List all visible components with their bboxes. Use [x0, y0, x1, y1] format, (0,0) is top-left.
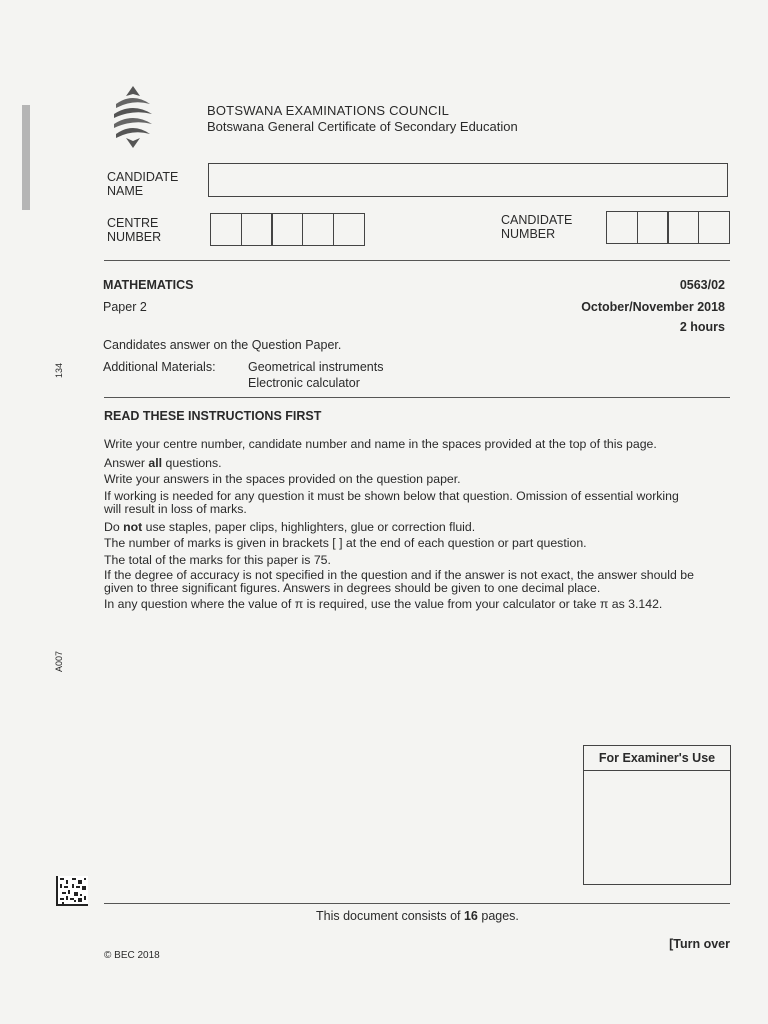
instruction-line: The total of the marks for this paper is 75.: [104, 552, 331, 567]
instruction-line: Write your answers in the spaces provided on the question paper.: [104, 472, 461, 487]
instruction-text: will result in loss of marks.: [104, 502, 247, 517]
instruction-line: In any question where the value of π is required, use the value from your calculator or take π as 3.142.: [104, 596, 663, 611]
candidate-number-cell[interactable]: [698, 211, 730, 244]
candidate-number-cell[interactable]: [667, 211, 699, 244]
instruction-line: The number of marks is given in brackets [ ] at the end of each question or part question.: [104, 536, 587, 551]
candidate-number-cell[interactable]: [637, 211, 669, 244]
centre-number-cell[interactable]: [333, 213, 365, 246]
side-mark-bottom: A007: [54, 650, 64, 672]
examiners-use-box: [583, 745, 731, 885]
candidate-name-label: [107, 170, 178, 198]
instruction-text: Do: [104, 519, 124, 534]
centre-number-label-line2: NUMBER: [107, 230, 162, 244]
paper-code: 0563/02: [679, 278, 725, 292]
council-name: BOTSWANA EXAMINATIONS COUNCIL: [207, 103, 449, 118]
certificate-name: Botswana General Certificate of Secondary Education: [207, 119, 518, 134]
candidate-number-cell[interactable]: [606, 211, 638, 244]
instruction-line: Write your centre number, candidate number and name in the spaces provided at the top of this page.: [104, 437, 657, 451]
page-count-text: pages.: [477, 909, 519, 923]
scan-edge-shadow: [22, 105, 30, 210]
page-count-number: 16: [463, 909, 478, 923]
instructions-heading: READ THESE INSTRUCTIONS FIRST: [104, 409, 322, 423]
material-item: Geometrical instruments: [248, 360, 384, 374]
instruction-text: questions.: [162, 455, 222, 470]
candidate-number-label-line1: CANDIDATE: [501, 213, 573, 227]
paper-number: Paper 2: [103, 300, 147, 314]
turn-over: [Turn over: [669, 937, 730, 951]
exam-duration: 2 hours: [679, 320, 725, 334]
centre-number-cell[interactable]: [302, 213, 334, 246]
instruction-text: given to three significant figures. Answers in degrees should be given to one decimal place.: [104, 581, 601, 596]
candidate-name-label-line2: NAME: [107, 184, 144, 198]
centre-number-label-line1: CENTRE: [107, 216, 159, 230]
materials-list: [248, 359, 383, 391]
instruction-text: Answer: [104, 455, 149, 470]
instruction-text: use staples, paper clips, highlighters, glue or correction fluid.: [142, 519, 476, 534]
instruction-text: If working is needed for any question it must be shown below that question. Omission of essential working: [104, 488, 679, 503]
bec-logo: [110, 86, 156, 148]
exam-session: October/November 2018: [581, 300, 725, 314]
centre-number-field[interactable]: [211, 213, 365, 246]
instruction-emphasis: all: [148, 455, 163, 470]
candidate-name-label-line1: CANDIDATE: [107, 170, 179, 184]
answer-instruction: Candidates answer on the Question Paper.: [103, 338, 342, 352]
page-count: [316, 909, 519, 923]
centre-number-cell[interactable]: [241, 213, 273, 246]
centre-number-cell[interactable]: [210, 213, 242, 246]
instruction-emphasis: not: [123, 519, 143, 534]
candidate-number-field[interactable]: [607, 211, 730, 244]
materials-label: Additional Materials:: [103, 360, 216, 374]
centre-number-cell[interactable]: [271, 213, 303, 246]
divider: [104, 260, 730, 261]
divider: [104, 903, 730, 904]
instruction-line: [104, 455, 744, 472]
candidate-number-label-line2: NUMBER: [501, 227, 556, 241]
barcode-icon: [56, 876, 88, 906]
instruction-text: If the degree of accuracy is not specified in the question and if the answer is not exact, the answer should be: [104, 567, 694, 582]
side-mark-top: 134: [54, 362, 64, 378]
instructions-list: [104, 436, 744, 612]
examiners-use-title: For Examiner's Use: [584, 746, 730, 771]
page-count-text: This document consists of: [316, 909, 464, 923]
instruction-line: [104, 569, 744, 596]
instruction-line: [104, 519, 744, 536]
divider: [104, 397, 730, 398]
copyright: © BEC 2018: [104, 950, 160, 961]
instruction-line: [104, 490, 744, 517]
material-item: Electronic calculator: [248, 376, 360, 390]
candidate-number-label: [501, 213, 572, 241]
subject: MATHEMATICS: [103, 278, 194, 292]
candidate-name-field[interactable]: [208, 163, 728, 197]
centre-number-label: [107, 216, 161, 244]
